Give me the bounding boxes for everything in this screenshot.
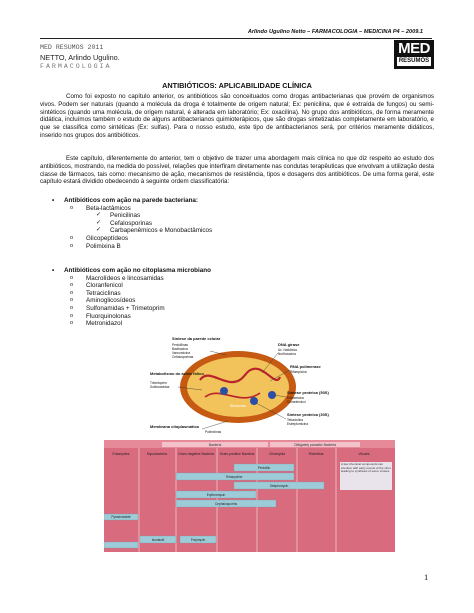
list-subitem: ✓ Penicilinas	[52, 212, 212, 220]
protein-50s-drug: Eritromicina	[287, 396, 304, 400]
col-header: Eukaryotes	[112, 452, 130, 456]
list-item: o Polimixina B	[52, 243, 212, 251]
drug-label: Erythromycin	[206, 493, 226, 497]
drug-label: Pyrazinamide	[111, 515, 131, 519]
protein-30s-title: Síntese proteica (30S)	[287, 412, 329, 417]
section-label: FARMACOLOGIA	[40, 63, 112, 70]
drug-label: Cephalosporins	[214, 502, 238, 506]
drug-band	[104, 542, 138, 548]
bacterial-targets-diagram	[150, 335, 338, 435]
list-heading: • Antibióticos com ação na parede bacteriana:	[52, 197, 212, 205]
rnap-title: RNA polimerase	[290, 364, 321, 369]
protein-50s-drug: Cloranfenicol	[287, 400, 306, 404]
wall-drug: Cefalosporinas	[172, 355, 194, 359]
col-header: Viruses	[358, 452, 370, 456]
list-item: o Aminoglicosídeos	[52, 297, 211, 305]
col-header: Mycobacteria	[146, 452, 168, 456]
drug-label: Polymyxin	[190, 538, 206, 542]
col-header: Chlamydia	[268, 452, 286, 456]
wall-drug: Bacitracina	[172, 347, 188, 351]
ribosome	[250, 397, 258, 405]
gyrase-drug: Norfloxacina	[278, 352, 296, 356]
running-header: Arlindo Ugulino Netto – FARMACOLOGIA – MEDICINA P4 – 2009.1	[247, 29, 423, 35]
wall-drug: Penicillinas	[172, 343, 188, 347]
list-item: o Beta-lactâmicos	[52, 205, 212, 213]
antibiotic-spectrum-figure	[104, 440, 395, 552]
list-item: o Fluorquinolonas	[52, 313, 211, 321]
header-parasitic: Obligately parasitic Bacteria	[293, 443, 337, 447]
list-item: o Metronidazol	[52, 320, 211, 328]
ribosome-label: Ribosomes	[230, 404, 246, 408]
protein-30s-drug: Tetraciclina	[287, 418, 303, 422]
list-item: o Tetraciclinas	[52, 290, 211, 298]
list-item: o Glicopeptídeos	[52, 235, 212, 243]
gyrase-title: DNA girase	[278, 342, 300, 347]
drug-label: Isoniazid	[151, 538, 165, 542]
drug-label: Tetracycline	[225, 475, 243, 479]
cytoplasm	[187, 357, 289, 417]
list-heading: • Antibióticos com ação no citoplasma microbiano	[52, 267, 211, 275]
wall-drug: Vancomicina	[172, 351, 191, 355]
chapter-paragraph: Este capítulo, diferentemente do anterior, tem o objetivo de trazer uma abordagem mais clínica no que diz respeito ao estudo dos antibióticos, mostrando, na medida do possível, relações que interfiram diretamente nas condutas terapêuticas que envolvam a utilização desta classe de fármacos, tais como: mecanismo de ação, mecanismos de resistência, tipos e dosagens dos antibióticos. De uma forma geral, este capítulo estará dividido obedecendo à seguinte ordem classificatória:	[40, 155, 434, 186]
membrane-title: Membrana citoplasmática	[150, 424, 199, 429]
series-label: MED RESUMOS 2011	[40, 44, 104, 51]
protein-30s-drug: Estreptomicina	[287, 422, 309, 426]
wall-title: Síntese da parede celular	[172, 336, 221, 341]
folate-title: Metabolismo do ácido fólico	[150, 371, 204, 376]
med-resumos-logo: MED RESUMOS	[394, 40, 434, 69]
cytoplasm-antibiotics-list	[52, 267, 211, 328]
list-subitem: ✓ Cefalosporinas	[52, 220, 212, 228]
gyrase-drug: Ac. Nalidixico	[278, 348, 298, 352]
author-line: NETTO, Arlindo Ugulino.	[40, 53, 120, 62]
drug-label: Penicillin	[257, 466, 271, 470]
list-item: o Sulfonamidas + Trimetoprim	[52, 305, 211, 313]
cell-wall-antibiotics-list	[52, 197, 212, 250]
protein-50s-title: Síntese proteica (50S)	[287, 390, 329, 395]
header-divider	[40, 38, 432, 39]
drug-label: Streptomycin	[269, 484, 289, 488]
folate-drug: Sulfonamidas	[150, 385, 170, 389]
intro-paragraph: Como foi exposto no capítulo anterior, os antibióticos são conceituados como drogas antibacterianas que provém de organismos vivos. Podem ser naturais (quando a molécula da droga é totalmente de origem natural; Ex: penicilina, que é extraída de fungos) ou semi-sintéticos (quando uma molécula, de origem natural, é alterada em laboratório; Ex: oxacilina). No grupo dos antibióticos, de forma meramente didática, incluímos também o estudo de alguns antibacterianos quimioterápicos, que são drogas sintetizadas completamente em laboratório, e que se classifica como sintéticas (Ex: sulfas). Para o nosso estudo, este tipo de antibacterianos será, por critérios meramente didáticos, inserido nos grupos dos antibióticos.	[40, 93, 434, 139]
membrane-drug: Polimixinas	[205, 430, 222, 434]
list-item: o Macrolídeos e lincosamidas	[52, 275, 211, 283]
col-header: Gram-negative Bacteria	[178, 452, 214, 456]
col-header: Rickettsia	[308, 452, 324, 456]
document-title: ANTIBIÓTICOS: APLICABILIDADE CLÍNICA	[162, 81, 312, 90]
col-header: Gram-positive Bacteria	[219, 452, 255, 456]
list-subitem: ✓ Carbapenêmicos e Monobactâmicos	[52, 227, 212, 235]
list-item: o Cloranfenicol	[52, 282, 211, 290]
header-bacteria: Bacteria	[208, 443, 222, 447]
virus-note: A few chemical compounds can interfere with early events of the virus leading to synthesis of some viruses	[341, 463, 391, 474]
page-number: 1	[424, 572, 429, 582]
ribosome	[220, 387, 228, 395]
rnap-drug: Rifampicina	[290, 370, 307, 374]
folate-drug: Trimetoprim	[150, 381, 167, 385]
